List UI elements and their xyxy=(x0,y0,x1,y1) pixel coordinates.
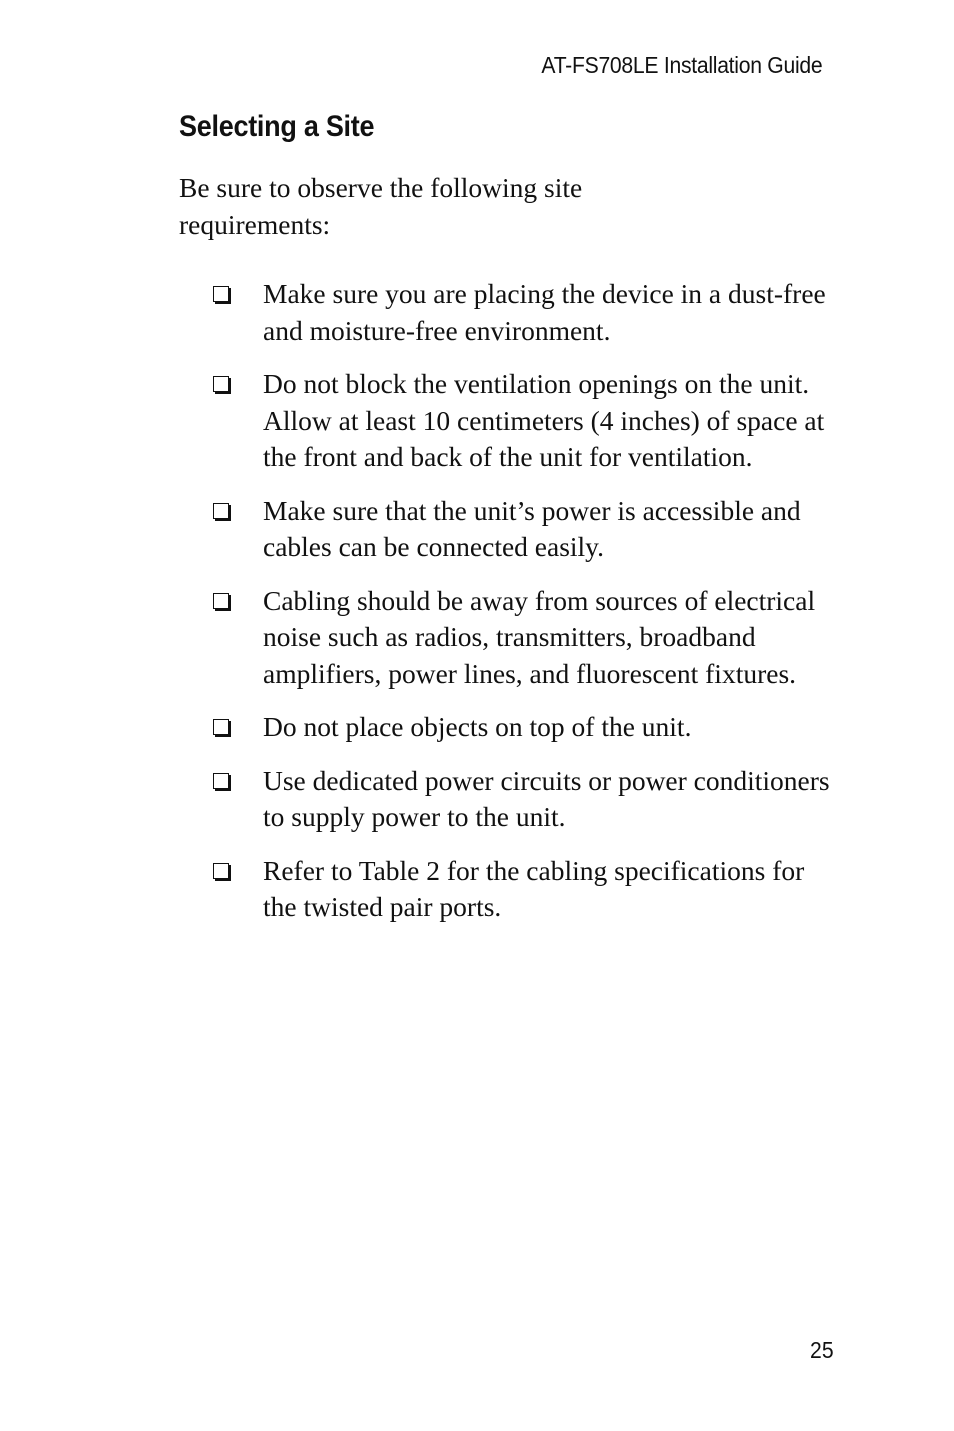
checkbox-icon xyxy=(213,719,229,735)
list-item xyxy=(213,709,843,746)
list-item xyxy=(213,763,843,836)
running-header: AT-FS708LE Installation Guide xyxy=(541,52,822,78)
page-number: 25 xyxy=(810,1337,834,1363)
list-item xyxy=(213,493,843,566)
list-item-text: Do not block the ventilation openings on the unit. Allow at least 10 centimeters (4 inches) of space at the front and back of the unit for ventilation. xyxy=(263,368,825,472)
list-item xyxy=(213,276,843,349)
list-item xyxy=(213,366,843,476)
checkbox-icon xyxy=(213,376,229,392)
checkbox-icon xyxy=(213,593,229,609)
list-item-text: Do not place objects on top of the unit. xyxy=(263,711,692,742)
checkbox-icon xyxy=(213,863,229,879)
section-heading: Selecting a Site xyxy=(179,110,375,143)
checkbox-icon xyxy=(213,286,229,302)
intro-paragraph: Be sure to observe the following site requirements: xyxy=(179,172,583,240)
list-item-text: Cabling should be away from sources of electrical noise such as radios, transmitters, broadband amplifiers, power lines, and fluorescent fixtures. xyxy=(263,584,816,689)
requirements-list xyxy=(213,276,843,943)
list-item-text: Use dedicated power circuits or power conditioners to supply power to the unit. xyxy=(263,764,830,832)
checkbox-icon xyxy=(213,503,229,519)
list-item-text: Make sure you are placing the device in a dust-free and moisture-free environment. xyxy=(263,278,826,346)
list-item xyxy=(213,583,843,693)
list-item-text: Refer to Table 2 for the cabling specifications for the twisted pair ports. xyxy=(263,854,805,922)
list-item xyxy=(213,853,843,926)
checkbox-icon xyxy=(213,773,229,789)
list-item-text: Make sure that the unit’s power is accessible and cables can be connected easily. xyxy=(263,494,801,562)
